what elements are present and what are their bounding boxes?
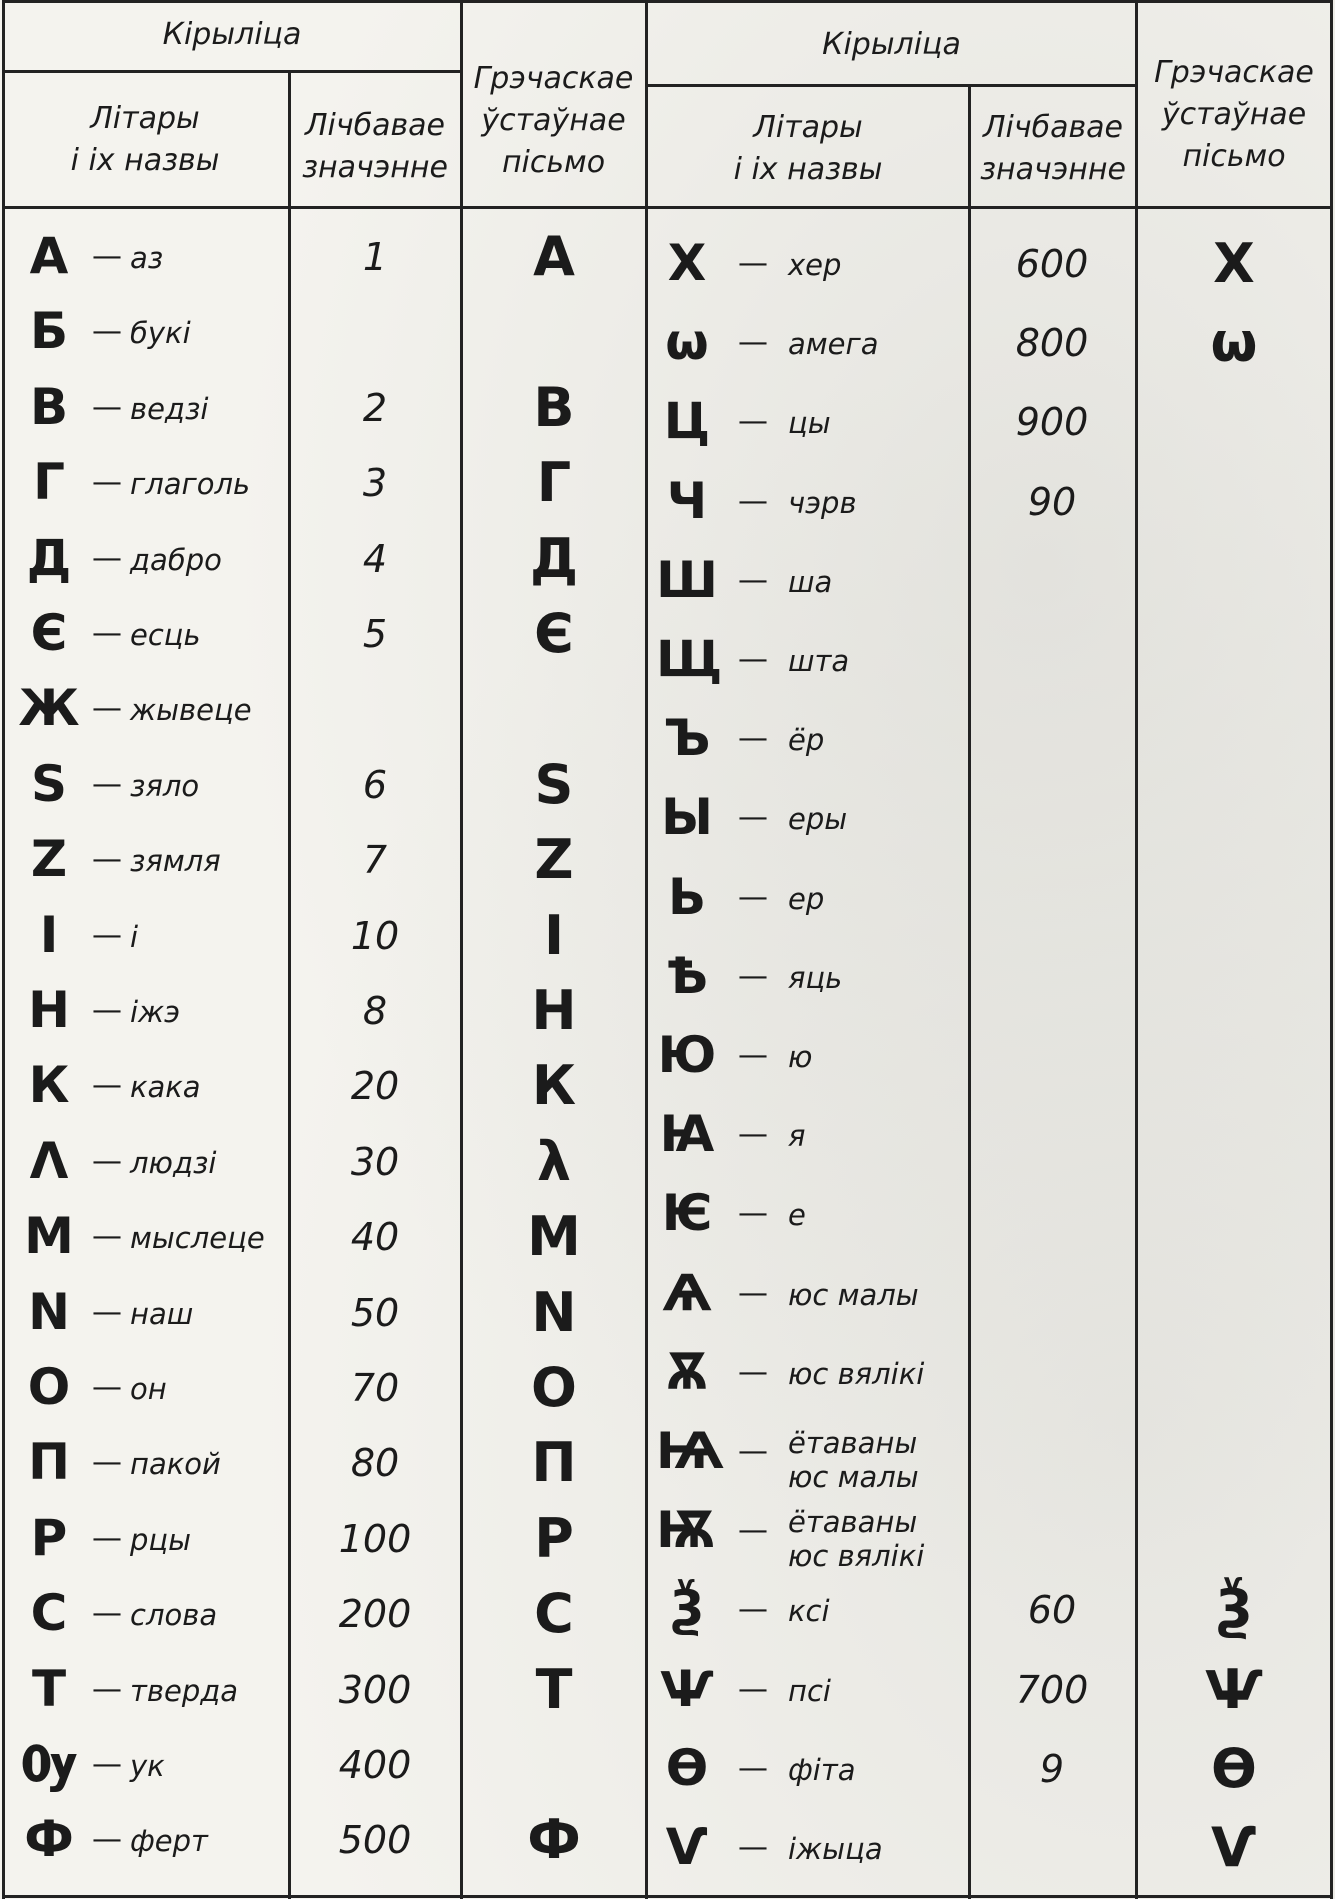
dash-separator: — bbox=[92, 1822, 122, 1858]
dash-separator: — bbox=[738, 1513, 768, 1549]
dash-separator: — bbox=[738, 642, 768, 677]
table-row bbox=[0, 1178, 1335, 1248]
letter-name: рцы bbox=[130, 1522, 192, 1557]
numeric-value: 600 bbox=[1015, 242, 1089, 286]
header-split-right bbox=[645, 84, 1137, 87]
cyrillic-letter: М bbox=[24, 1207, 74, 1266]
numeric-value bbox=[972, 703, 1132, 773]
cyrillic-letter: Ю bbox=[657, 1026, 717, 1084]
cyrillic-letter: ѡ bbox=[665, 313, 709, 372]
numeric-value: 5 bbox=[362, 612, 388, 656]
letter-name: фіта bbox=[788, 1752, 856, 1787]
dash-separator: — bbox=[92, 917, 122, 953]
left-letters-header-line1: Літары bbox=[90, 101, 200, 136]
cyrillic-letter: А bbox=[29, 227, 69, 285]
table-row bbox=[0, 1654, 1335, 1724]
letter-name bbox=[788, 1426, 919, 1494]
letter-name: ведзі bbox=[130, 391, 209, 426]
greek-uncial-letter bbox=[1139, 545, 1329, 615]
cyrillic-letter: Ѵ bbox=[665, 1818, 709, 1876]
numeric-value: 90 bbox=[1027, 479, 1077, 524]
letter-name: зямля bbox=[130, 844, 221, 879]
table-row bbox=[0, 941, 1335, 1011]
left-letters-header bbox=[2, 98, 288, 182]
header-split-left bbox=[2, 70, 462, 73]
greek-uncial-letter: Р bbox=[534, 1506, 574, 1570]
greek-uncial-letter bbox=[1139, 1337, 1329, 1407]
table-row bbox=[0, 466, 1335, 536]
greek-uncial-letter bbox=[1139, 703, 1329, 773]
letter-name: яць bbox=[788, 960, 843, 995]
dash-separator: — bbox=[738, 246, 768, 281]
greek-uncial-letter bbox=[1139, 386, 1329, 456]
right-greek-header bbox=[1138, 52, 1330, 178]
greek-uncial-letter: М bbox=[527, 1205, 581, 1269]
numeric-value: 40 bbox=[350, 1215, 400, 1260]
left-greek-header-line2: ўстаўнае bbox=[481, 103, 626, 138]
header-bottom bbox=[2, 206, 1333, 209]
letter-name: зяло bbox=[130, 768, 200, 803]
letter-name: шта bbox=[788, 644, 850, 678]
cyrillic-letter: N bbox=[28, 1282, 70, 1341]
cyrillic-letter: Р bbox=[30, 1508, 68, 1567]
dash-separator: — bbox=[92, 1294, 122, 1330]
cyrillic-letter: Ѥ bbox=[661, 1184, 713, 1243]
letter-name: аз bbox=[130, 241, 164, 275]
numeric-value bbox=[972, 1178, 1132, 1248]
letter-name-line1: ётаваны bbox=[788, 1505, 918, 1540]
numeric-value bbox=[972, 1258, 1132, 1328]
table-row bbox=[0, 1337, 1335, 1407]
cyrillic-letter: Ѩ bbox=[656, 1422, 724, 1480]
dash-separator: — bbox=[92, 1747, 122, 1782]
cyrillic-letter: Ъ bbox=[663, 709, 711, 768]
cyrillic-letter: Є bbox=[30, 604, 68, 662]
greek-uncial-letter bbox=[1139, 1416, 1329, 1486]
dash-separator: — bbox=[738, 1750, 768, 1786]
numeric-value: 10 bbox=[350, 913, 400, 958]
letter-name: жывеце bbox=[130, 693, 252, 728]
letter-name: ёр bbox=[788, 723, 825, 758]
numeric-value bbox=[972, 624, 1132, 694]
cyrillic-letter: Ф bbox=[24, 1810, 74, 1869]
table-row bbox=[0, 1099, 1335, 1169]
greek-uncial-letter: Н bbox=[531, 979, 577, 1042]
greek-uncial-letter: Т bbox=[535, 1657, 573, 1721]
cyrillic-letter: К bbox=[28, 1056, 70, 1115]
greek-uncial-letter: І bbox=[543, 903, 565, 967]
table-row bbox=[0, 782, 1335, 852]
dash-separator: — bbox=[738, 483, 768, 519]
numeric-value: 900 bbox=[1015, 400, 1089, 445]
dash-separator: — bbox=[738, 958, 768, 994]
left-numeric-header-line2: значэнне bbox=[302, 150, 448, 185]
cyrillic-letter: Х bbox=[667, 234, 707, 292]
cyrillic-letter: Ѭ bbox=[656, 1501, 718, 1560]
cyrillic-letter: Ѱ bbox=[660, 1659, 714, 1718]
left-greek-header-line1: Грэчаскае bbox=[473, 61, 634, 96]
numeric-value: 80 bbox=[350, 1441, 400, 1486]
letter-name: есць bbox=[130, 618, 201, 652]
dash-separator: — bbox=[92, 1445, 122, 1481]
letter-name: амега bbox=[788, 327, 879, 362]
cyrillic-letter: Ѹ bbox=[20, 1735, 78, 1793]
dash-separator: — bbox=[92, 691, 122, 727]
greek-uncial-letter: Ѯ bbox=[1215, 1578, 1253, 1642]
dash-separator: — bbox=[738, 1592, 768, 1628]
letter-name: юс вялікі bbox=[788, 1356, 925, 1391]
cyrillic-letter: С bbox=[30, 1584, 68, 1643]
table-row bbox=[0, 228, 1335, 298]
right-numeric-header bbox=[971, 107, 1135, 191]
letter-name-line2: юс малы bbox=[788, 1460, 919, 1494]
dash-separator: — bbox=[738, 325, 768, 361]
dash-separator: — bbox=[738, 1830, 768, 1865]
numeric-value bbox=[972, 941, 1132, 1011]
left-greek-header-line3: пісьмо bbox=[501, 145, 606, 180]
numeric-value: 4 bbox=[362, 536, 388, 581]
right-letters-header-line1: Літары bbox=[753, 110, 863, 145]
cyrillic-letter: В bbox=[29, 377, 69, 436]
dash-separator: — bbox=[92, 1068, 122, 1104]
cyrillic-letter: Ζ bbox=[30, 830, 68, 889]
cyrillic-letter: І bbox=[39, 905, 59, 964]
dash-separator: — bbox=[92, 616, 122, 651]
letter-name: чэрв bbox=[788, 485, 857, 520]
cyrillic-letter: Ц bbox=[663, 392, 711, 451]
numeric-value: 60 bbox=[1027, 1588, 1077, 1633]
letter-name bbox=[788, 1505, 924, 1573]
cyrillic-letter: Ѯ bbox=[669, 1580, 705, 1639]
dash-separator: — bbox=[738, 404, 768, 440]
greek-uncial-letter: Ѱ bbox=[1204, 1657, 1264, 1721]
dash-separator: — bbox=[738, 1354, 768, 1390]
dash-separator: — bbox=[92, 1671, 122, 1707]
letter-name: слова bbox=[130, 1598, 218, 1633]
table-row bbox=[0, 1020, 1335, 1090]
letter-name: мыслеце bbox=[130, 1221, 265, 1256]
greek-uncial-letter: Х bbox=[1213, 232, 1255, 295]
dash-separator: — bbox=[92, 766, 122, 802]
numeric-value: 9 bbox=[1039, 1746, 1065, 1791]
numeric-value bbox=[972, 862, 1132, 932]
dash-separator: — bbox=[738, 1117, 768, 1153]
cyrillic-letter: Ч bbox=[666, 471, 708, 530]
dash-separator: — bbox=[92, 842, 122, 878]
letter-name: іжэ bbox=[130, 995, 181, 1029]
dash-separator: — bbox=[92, 239, 122, 274]
greek-uncial-letter: N bbox=[531, 1280, 577, 1344]
letter-name: і bbox=[130, 919, 139, 954]
letter-name: людзі bbox=[130, 1145, 217, 1180]
right-cyrillic-header: Кірыліца bbox=[822, 27, 961, 62]
table-row bbox=[0, 624, 1335, 694]
numeric-value: 6 bbox=[362, 762, 388, 807]
cyrillic-letter: Ѧ bbox=[662, 1263, 712, 1322]
dash-separator: — bbox=[738, 1038, 768, 1073]
letter-name: я bbox=[788, 1119, 806, 1154]
dash-separator: — bbox=[92, 314, 122, 350]
numeric-value: 200 bbox=[338, 1592, 412, 1637]
greek-uncial-letter: λ bbox=[536, 1129, 572, 1193]
letter-name: тверда bbox=[130, 1673, 239, 1708]
table-row bbox=[0, 386, 1335, 456]
numeric-value bbox=[972, 1099, 1132, 1169]
cyrillic-letter: Г bbox=[33, 453, 65, 512]
cyrillic-letter: Ь bbox=[667, 867, 707, 926]
left-numeric-header-line1: Лічбавае bbox=[304, 108, 446, 143]
greek-uncial-letter bbox=[1139, 1178, 1329, 1248]
table-row bbox=[0, 545, 1335, 615]
dash-separator: — bbox=[92, 1143, 122, 1179]
right-greek-header-line3: пісьмо bbox=[1182, 139, 1286, 174]
cyrillic-letter: Т bbox=[31, 1659, 67, 1718]
dash-separator: — bbox=[92, 465, 122, 501]
letter-name: еры bbox=[788, 802, 848, 837]
right-greek-header-line1: Грэчаскае bbox=[1154, 55, 1314, 90]
numeric-value: 700 bbox=[1015, 1667, 1089, 1712]
table-row bbox=[0, 862, 1335, 932]
dash-separator: — bbox=[92, 1370, 122, 1405]
greek-uncial-letter: О bbox=[531, 1356, 577, 1419]
dash-separator: — bbox=[92, 1219, 122, 1255]
letter-name-line1: ётаваны bbox=[788, 1426, 918, 1460]
greek-uncial-letter bbox=[1139, 624, 1329, 694]
dash-separator: — bbox=[92, 540, 122, 576]
greek-uncial-letter: Ѳ bbox=[1211, 1736, 1257, 1800]
table-row bbox=[0, 1495, 1335, 1574]
greek-uncial-letter: К bbox=[531, 1054, 577, 1118]
numeric-value bbox=[972, 1020, 1132, 1090]
table-row bbox=[0, 1258, 1335, 1328]
letter-name: псі bbox=[788, 1673, 831, 1708]
letter-name-line2: юс вялікі bbox=[788, 1539, 925, 1574]
right-letters-header bbox=[648, 107, 968, 191]
cyrillic-letter: Д bbox=[26, 528, 72, 587]
greek-uncial-letter bbox=[1139, 862, 1329, 932]
greek-uncial-letter: ѡ bbox=[1210, 311, 1258, 375]
cyrillic-letter: Λ bbox=[29, 1131, 69, 1190]
letter-name: он bbox=[130, 1372, 167, 1406]
greek-uncial-letter: S bbox=[534, 752, 574, 816]
letter-name: юс малы bbox=[788, 1277, 919, 1312]
table-row bbox=[0, 703, 1335, 773]
letter-name: ксі bbox=[788, 1594, 830, 1629]
dash-separator: — bbox=[738, 1275, 768, 1311]
cyrillic-letter: Щ bbox=[656, 630, 723, 688]
numeric-value: 400 bbox=[338, 1743, 412, 1787]
cyrillic-letter: О bbox=[27, 1358, 71, 1416]
letter-name: ферт bbox=[130, 1824, 208, 1859]
numeric-value: 50 bbox=[350, 1290, 400, 1335]
greek-uncial-letter bbox=[1139, 941, 1329, 1011]
greek-uncial-letter bbox=[1139, 782, 1329, 852]
right-letters-header-line2: і іх назвы bbox=[733, 152, 883, 187]
letter-name: кака bbox=[130, 1070, 201, 1105]
cyrillic-letter: Ѳ bbox=[665, 1738, 709, 1797]
numeric-value bbox=[972, 1416, 1132, 1486]
cyrillic-letter: Ѫ bbox=[665, 1342, 709, 1401]
numeric-value: 7 bbox=[362, 838, 388, 883]
cyrillic-letter: Ꙗ bbox=[659, 1105, 715, 1164]
greek-uncial-letter: С bbox=[534, 1582, 574, 1646]
table-row bbox=[0, 307, 1335, 377]
table-row bbox=[0, 1416, 1335, 1494]
greek-uncial-letter: П bbox=[531, 1431, 577, 1495]
dash-separator: — bbox=[92, 389, 122, 425]
greek-uncial-letter: Г bbox=[536, 451, 572, 515]
numeric-value: 2 bbox=[362, 385, 388, 430]
letter-name: глаголь bbox=[130, 467, 251, 502]
numeric-value: 300 bbox=[338, 1667, 412, 1712]
numeric-value bbox=[972, 1495, 1132, 1565]
letter-name: ук bbox=[130, 1749, 165, 1783]
letter-name: ер bbox=[788, 881, 825, 916]
cyrillic-letter: Ы bbox=[661, 788, 713, 847]
numeric-value: 8 bbox=[362, 989, 388, 1033]
numeric-value: 500 bbox=[338, 1818, 412, 1863]
letter-name: е bbox=[788, 1198, 806, 1233]
greek-uncial-letter: Д bbox=[529, 526, 579, 590]
greek-uncial-letter: Є bbox=[534, 602, 574, 665]
letter-name: букі bbox=[130, 316, 191, 351]
numeric-value: 30 bbox=[350, 1139, 400, 1184]
dash-separator: — bbox=[738, 562, 768, 598]
left-greek-header bbox=[462, 58, 645, 184]
greek-uncial-letter bbox=[1139, 1258, 1329, 1328]
letter-name: наш bbox=[130, 1296, 194, 1331]
numeric-value bbox=[972, 782, 1132, 852]
numeric-value: 70 bbox=[350, 1366, 400, 1410]
numeric-value bbox=[972, 545, 1132, 615]
left-letters-header-line2: і іх назвы bbox=[70, 143, 220, 178]
dash-separator: — bbox=[92, 1520, 122, 1556]
dash-separator: — bbox=[738, 721, 768, 757]
letter-name: пакой bbox=[130, 1447, 221, 1482]
left-numeric-header bbox=[290, 105, 460, 189]
cyrillic-letter: S bbox=[30, 754, 67, 813]
greek-uncial-letter: Ѵ bbox=[1211, 1816, 1257, 1879]
bottom-border bbox=[2, 1895, 1333, 1898]
dash-separator: — bbox=[738, 1671, 768, 1707]
dash-separator: — bbox=[738, 879, 768, 915]
right-numeric-header-line1: Лічбавае bbox=[982, 110, 1124, 145]
numeric-value: 800 bbox=[1015, 321, 1089, 366]
greek-uncial-letter bbox=[1139, 466, 1329, 536]
cyrillic-letter: Ш bbox=[656, 550, 718, 609]
dash-separator: — bbox=[92, 1596, 122, 1632]
dash-separator: — bbox=[738, 1434, 768, 1469]
greek-uncial-letter bbox=[1139, 1099, 1329, 1169]
table-row bbox=[0, 1812, 1335, 1882]
cyrillic-letter: Н bbox=[28, 981, 70, 1039]
cyrillic-letter: Ж bbox=[18, 679, 80, 738]
greek-uncial-letter: Ф bbox=[527, 1808, 581, 1872]
dash-separator: — bbox=[738, 1196, 768, 1232]
letter-name: дабро bbox=[130, 542, 222, 577]
dash-separator: — bbox=[92, 993, 122, 1028]
greek-uncial-letter: А bbox=[533, 225, 575, 288]
table-row bbox=[0, 1574, 1335, 1644]
letter-name: цы bbox=[788, 406, 831, 441]
dash-separator: — bbox=[738, 800, 768, 836]
left-cyrillic-header: Кірыліца bbox=[162, 17, 302, 52]
numeric-value: 100 bbox=[338, 1516, 412, 1561]
numeric-value: 20 bbox=[350, 1064, 400, 1109]
top-border bbox=[2, 0, 1333, 3]
right-numeric-header-line2: значэнне bbox=[980, 152, 1126, 187]
numeric-value bbox=[972, 1337, 1132, 1407]
letter-name: ша bbox=[788, 564, 833, 599]
cyrillic-letter: Ѣ bbox=[665, 946, 709, 1005]
greek-uncial-letter bbox=[1139, 1020, 1329, 1090]
letter-name: іжыца bbox=[788, 1832, 883, 1866]
letter-name: хер bbox=[788, 248, 842, 282]
numeric-value: 3 bbox=[362, 461, 388, 506]
greek-uncial-letter: Z bbox=[534, 828, 574, 892]
cyrillic-letter: П bbox=[28, 1433, 70, 1492]
letter-name: ю bbox=[788, 1040, 813, 1074]
right-greek-header-line2: ўстаўнае bbox=[1161, 97, 1307, 132]
table-row bbox=[0, 1733, 1335, 1803]
cyrillic-letter: Б bbox=[29, 302, 69, 361]
greek-uncial-letter: В bbox=[533, 375, 575, 439]
numeric-value bbox=[972, 1812, 1132, 1882]
greek-uncial-letter bbox=[1139, 1495, 1329, 1565]
numeric-value: 1 bbox=[362, 235, 388, 279]
